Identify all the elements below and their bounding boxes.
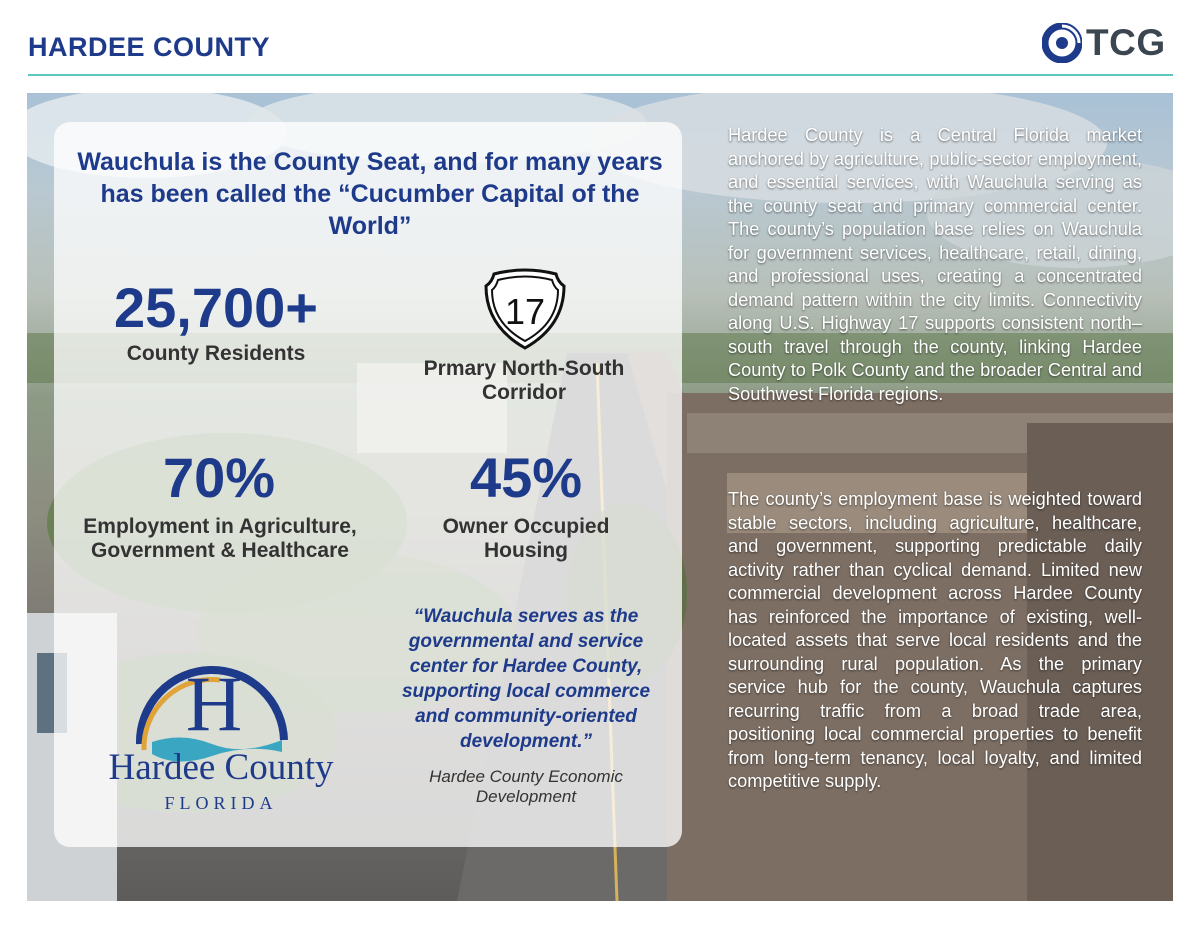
tcg-swirl-icon	[1042, 23, 1082, 63]
body-paragraph-2: The county’s employment base is weighted toward stable sectors, including agriculture, healthcare, and government, supporting predictable daily activity rather than cyclical demand. Limited new commercial development across Hardee County has reinforced the importance of existing, well-located assets that serve local residents and the surrounding rural population. As the primary service hub for the county, Wauchula captures recurring traffic from a broad trade area, positioning local commercial properties to benefit from long-term tenancy, local loyalty, and limited competitive supply.	[728, 489, 1142, 791]
quote-text: “Wauchula serves as the governmental and service center for Hardee County, supporting local commerce and community-oriented development.”	[401, 606, 651, 752]
header-divider	[28, 74, 1173, 76]
stat-housing-value: 45%	[469, 446, 583, 509]
panel-headline: Wauchula is the County Seat, and for many years has been called the “Cucumber Capital of the World”	[77, 148, 663, 240]
county-logo-state: FLORIDA	[164, 793, 278, 813]
stat-corridor-label: Prmary North-South Corridor	[423, 357, 625, 404]
tcg-logo	[1042, 22, 1166, 64]
quote-source: Hardee County Economic Development	[429, 767, 623, 806]
brand-name: TCG	[1086, 22, 1166, 63]
stat-employment-value: 70%	[162, 446, 276, 509]
logo-letter: H	[185, 660, 243, 747]
body-paragraph-1: Hardee County is a Central Florida market anchored by agriculture, public-sector employment, and essential services, with Wauchula serving as the county seat and primary commercial center. The county’s population base relies on Wauchula for government services, healthcare, retail, dining, and professional uses, creating a concentrated demand pattern within the city limits. Connectivity along U.S. Highway 17 supports consistent north–south travel through the county, linking Hardee County to Polk County and the broader Central and Southwest Florida regions.	[728, 125, 1142, 404]
us-highway-shield-icon	[484, 268, 566, 350]
stat-housing-label: Owner Occupied Housing	[442, 515, 610, 562]
stat-residents-label: County Residents	[126, 342, 306, 365]
page-title: HARDEE COUNTY	[28, 32, 271, 62]
county-logo-name: Hardee County	[108, 747, 334, 788]
stat-residents-value: 25,700+	[114, 276, 318, 339]
highway-number: 17	[504, 291, 546, 332]
stat-employment-label: Employment in Agriculture, Government & Healthcare	[83, 515, 357, 562]
